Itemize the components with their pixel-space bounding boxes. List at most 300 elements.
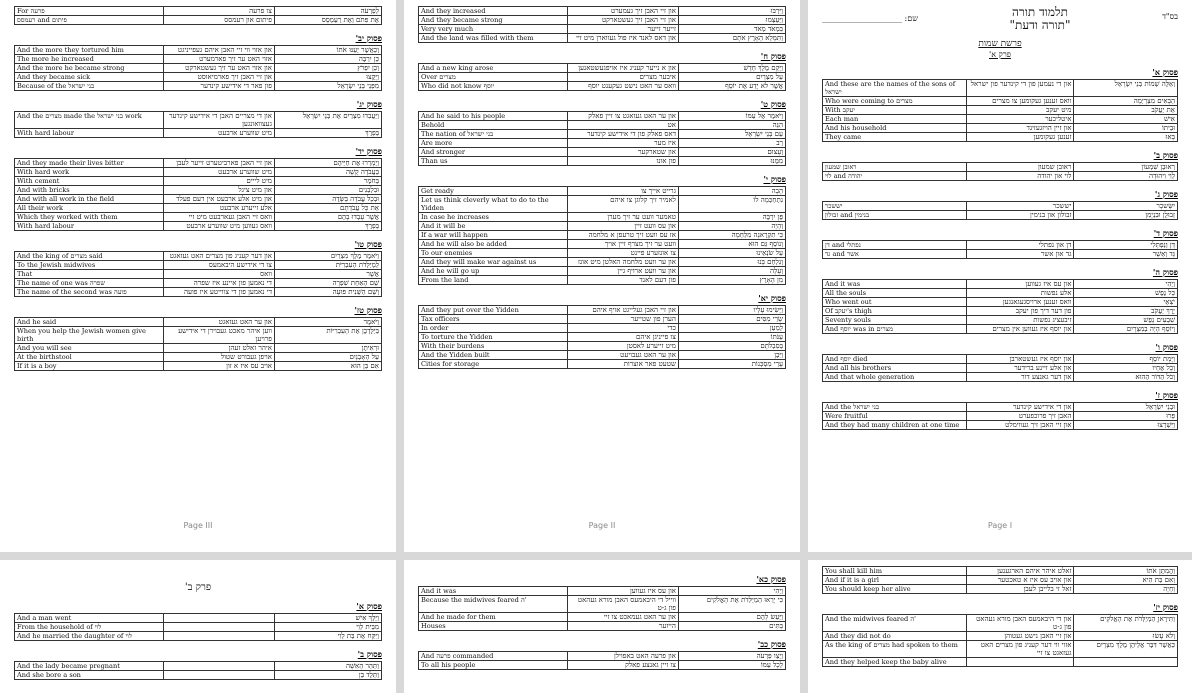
page-1-content bbox=[822, 6, 1178, 430]
english-cell: Which they worked with them bbox=[15, 213, 164, 222]
table-row bbox=[15, 662, 382, 671]
verse-table bbox=[822, 201, 1178, 220]
english-cell: And all his brothers bbox=[823, 364, 967, 373]
hebrew-cell: יֶרֶךְ יַעֲקֹב bbox=[1074, 307, 1178, 316]
yiddish-cell: און זיי האבן זיך פארמיאוסט bbox=[164, 73, 275, 82]
english-cell: And if it is a girl bbox=[823, 576, 967, 585]
yiddish-cell: און אזוי האט ער זיך געשטארקט bbox=[164, 64, 275, 73]
yiddish-cell: זיבעציג נפשות bbox=[967, 316, 1074, 325]
hebrew-cell: וָחָיָה bbox=[1074, 585, 1178, 594]
hebrew-cell: וְכֹל הַדּוֹר הַהוּא bbox=[1074, 373, 1178, 382]
yiddish-cell: פון דער דיך פון יעקב bbox=[967, 307, 1074, 316]
hebrew-cell: בְּיַלֶּדְכֶן אֶת הָעִבְרִיּוֹת bbox=[274, 327, 381, 344]
yiddish-cell: אז עס וועט זיך טרעפן א מלחמה bbox=[568, 231, 679, 240]
yiddish-cell bbox=[164, 623, 275, 632]
yiddish-cell: און די היבאמעס האבן מורא געהאט פון ג-ט bbox=[967, 615, 1074, 632]
yiddish-cell: לאמיר זיך קלוגן צו איהם bbox=[568, 196, 679, 213]
hebrew-cell: וַיַּעַשׂ לָהֶם bbox=[678, 613, 785, 622]
verse-heading: פסוק ה' bbox=[1152, 267, 1178, 277]
table-row bbox=[15, 632, 382, 641]
table-row bbox=[419, 34, 786, 43]
perek-title: פרק ב' bbox=[184, 582, 212, 593]
english-cell: You shall kill him bbox=[823, 567, 967, 576]
hebrew-cell: וַיָּמָת יוֹסֵף bbox=[1074, 355, 1178, 364]
english-cell: Get ready bbox=[419, 187, 568, 196]
yiddish-cell: ווען איהר מאכט געבוירן די אידישע פרויען bbox=[164, 327, 275, 344]
table-row bbox=[823, 250, 1178, 259]
table-row bbox=[419, 315, 786, 324]
yiddish-cell: און זיי האבן זיך געמערט bbox=[568, 7, 679, 16]
table-row bbox=[419, 64, 786, 73]
verse-table bbox=[418, 651, 786, 670]
english-cell: All the souls bbox=[823, 289, 967, 298]
yiddish-cell: ווייל די היבאמעס האבן מורא געהאט פון ג-ט bbox=[568, 596, 679, 613]
table-row bbox=[823, 641, 1178, 658]
page-1 bbox=[808, 0, 1192, 552]
yiddish-cell: דאס פאלק פון די אידישע קינדער bbox=[568, 130, 679, 139]
table-row bbox=[823, 172, 1178, 181]
hebrew-cell: וּבֵיתוֹ bbox=[1074, 124, 1178, 133]
page-1-sections bbox=[822, 67, 1178, 430]
verse-table bbox=[14, 317, 382, 371]
hebrew-cell: עַם בְּנֵי יִשְׂרָאֵל bbox=[678, 130, 785, 139]
english-cell: And the land was filled with them bbox=[419, 34, 568, 43]
table-row bbox=[419, 7, 786, 16]
verse-table bbox=[418, 111, 786, 166]
verse-heading: פסוק טו' bbox=[354, 239, 382, 249]
yiddish-cell: און מיט ציגל bbox=[164, 186, 275, 195]
table-row bbox=[823, 403, 1178, 412]
hebrew-cell: כִּי יָרְאוּ הַמְיַלְּדֹת אֶת הָאֱלֹקִים bbox=[678, 596, 785, 613]
hebrew-cell: אֶת פִּתֹם וְאֶת רַעַמְסֵס bbox=[274, 16, 381, 25]
yiddish-cell: זאל זי בלייבן לעבן bbox=[967, 585, 1074, 594]
english-cell: They came bbox=[823, 133, 967, 142]
english-cell: If a war will happen bbox=[419, 231, 568, 240]
yiddish-cell: און ער וועט ארויף גיין bbox=[568, 267, 679, 276]
verse-heading: פסוק יא' bbox=[758, 293, 786, 303]
hebrew-cell: וּבְכָל עֲבֹדָה בַּשָּׂדֶה bbox=[274, 195, 381, 204]
hebrew-cell: וַיְמָרְרוּ אֶת חַיֵּיהֶם bbox=[274, 159, 381, 168]
hebrew-cell: וַיָּקָם מֶלֶךְ חָדָשׁ bbox=[678, 64, 785, 73]
hebrew-cell: דָּן וְנַפְתָּלִי bbox=[1074, 241, 1178, 250]
yiddish-cell: דן און נפתלי bbox=[967, 241, 1074, 250]
english-cell: Let us think cleverly what to do to the Yidden bbox=[419, 196, 568, 213]
hebrew-cell: וְלֹא עָשׂוּ bbox=[1074, 632, 1178, 641]
english-cell: To torture the Yidden bbox=[419, 333, 568, 342]
hebrew-cell: שָׂרֵי מִסִּים bbox=[678, 315, 785, 324]
hebrew-cell: מִבֵּית לֵוִי bbox=[274, 623, 381, 632]
hebrew-cell: וַיִּשְׁרְצוּ bbox=[1074, 421, 1178, 430]
english-cell: And she bore a son bbox=[15, 671, 164, 680]
hebrew-cell: וְשֵׁם הַשֵּׁנִית פּוּעָה bbox=[274, 288, 381, 297]
english-cell: And the Yidden built bbox=[419, 351, 568, 360]
verse-table bbox=[822, 162, 1178, 181]
english-cell: And they became sick bbox=[15, 73, 164, 82]
table-row bbox=[823, 97, 1178, 106]
page-6-sections bbox=[822, 602, 1178, 667]
hebrew-cell: עַנֹּתוֹ bbox=[678, 333, 785, 342]
table-row bbox=[419, 333, 786, 342]
hebrew-cell: אֲשֶׁר bbox=[274, 270, 381, 279]
table-row bbox=[419, 267, 786, 276]
yiddish-cell: ראובן שמעון bbox=[967, 163, 1074, 172]
school-title-line-2: "תורה ודעת" bbox=[1009, 18, 1071, 32]
page-4-content bbox=[14, 566, 382, 680]
hebrew-cell: וַהֲמִתֶּן אֹתוֹ bbox=[1074, 567, 1178, 576]
hebrew-cell: וַיְהִי bbox=[1074, 280, 1178, 289]
page-4 bbox=[0, 560, 396, 693]
hebrew-cell: נִתְחַכְּמָה לוֹ bbox=[678, 196, 785, 213]
english-cell: The name of the second was פועה bbox=[15, 288, 164, 297]
table-row bbox=[15, 186, 382, 195]
yiddish-cell: און ער האט געבויעט bbox=[568, 351, 679, 360]
table-row bbox=[419, 148, 786, 157]
yiddish-cell: און די אידישע קינדער bbox=[967, 403, 1074, 412]
hebrew-cell: לְפַרְעֹה bbox=[274, 7, 381, 16]
yiddish-cell: און ער וועט מלחמה האלטן מיט אונז bbox=[568, 258, 679, 267]
page-3-sections bbox=[14, 33, 382, 371]
table-row bbox=[823, 567, 1178, 576]
yiddish-cell: און זיי האבן זיך געווימלט bbox=[967, 421, 1074, 430]
verse-heading: פסוק טז' bbox=[354, 305, 382, 315]
yiddish-cell: וואס ער האט נישט געקענט יוסף bbox=[568, 82, 679, 91]
table-row bbox=[15, 362, 382, 371]
table-row bbox=[15, 353, 382, 362]
hebrew-cell: רְאוּבֵן שִׁמְעוֹן bbox=[1074, 163, 1178, 172]
hebrew-cell: וְאִם בַּת הִיא bbox=[1074, 576, 1178, 585]
yiddish-cell bbox=[967, 658, 1074, 667]
table-row bbox=[419, 324, 786, 333]
hebrew-cell: אֲשֶׁר לֹא יָדַע אֶת יוֹסֵף bbox=[678, 82, 785, 91]
english-cell: And the בני ישראל bbox=[823, 403, 967, 412]
table-row bbox=[419, 249, 786, 258]
yiddish-cell: די נאמען פון איינע איז שפרה bbox=[164, 279, 275, 288]
verse-heading: פסוק יב' bbox=[355, 33, 382, 43]
hebrew-cell: וַיָּקֻצוּ bbox=[274, 73, 381, 82]
english-cell: With hard labour bbox=[15, 129, 164, 138]
page-5-sections bbox=[418, 574, 786, 670]
verse-heading: פסוק י' bbox=[763, 174, 786, 184]
english-cell: Seventy souls bbox=[823, 316, 967, 325]
table-row bbox=[823, 632, 1178, 641]
english-cell: And he will also be added bbox=[419, 240, 568, 249]
table-row bbox=[419, 157, 786, 166]
perek-title: פרק א' bbox=[989, 50, 1011, 59]
table-row bbox=[15, 55, 382, 64]
yiddish-cell: און דאס לאנד איז פול געווארן מיט זיי bbox=[568, 34, 679, 43]
table-row bbox=[823, 211, 1178, 220]
english-cell: And יוסף was in מצרים bbox=[823, 325, 967, 334]
yiddish-cell: זבולון און בנימין bbox=[967, 211, 1074, 220]
verse-heading: פסוק כא' bbox=[756, 574, 786, 584]
english-cell: And they made their lives bitter bbox=[15, 159, 164, 168]
yiddish-cell: און ער האט געזאגט צו זיין פאלק bbox=[568, 112, 679, 121]
hebrew-cell: עַל שֹׂנְאֵינוּ bbox=[678, 249, 785, 258]
yiddish-cell: הערן פון שטייער bbox=[568, 315, 679, 324]
hebrew-cell: שִׁבְעִים נָפֶשׁ bbox=[1074, 316, 1178, 325]
table-row bbox=[419, 231, 786, 240]
english-cell: With their burdens bbox=[419, 342, 568, 351]
yiddish-cell: מיט לייים bbox=[164, 177, 275, 186]
table-row bbox=[419, 139, 786, 148]
hebrew-cell: וַיִּרְבּוּ bbox=[678, 7, 785, 16]
yiddish-cell: און אלע זיינע ברידער bbox=[967, 364, 1074, 373]
english-cell: And the midwives feared ה' bbox=[823, 615, 967, 632]
verse-table bbox=[822, 354, 1178, 382]
table-row bbox=[15, 213, 382, 222]
page-2-content bbox=[418, 6, 786, 369]
hebrew-cell: זְבוּלֻן וּבִנְיָמִן bbox=[1074, 211, 1178, 220]
english-cell: לוי and יהודה bbox=[823, 172, 967, 181]
verse-table bbox=[418, 305, 786, 369]
table-row bbox=[419, 661, 786, 670]
table-row bbox=[15, 671, 382, 680]
verse-table bbox=[822, 79, 1178, 142]
hebrew-cell: וּבְנֵי יִשְׂרָאֵל bbox=[1074, 403, 1178, 412]
page-3 bbox=[0, 0, 396, 552]
english-cell: And they put over the Yidden bbox=[419, 306, 568, 315]
hebrew-cell: עָרֵי מִסְכְּנוֹת bbox=[678, 360, 785, 369]
yiddish-cell: וואס זענען ארויסגעגאנגען bbox=[967, 298, 1074, 307]
yiddish-cell: און די מצריים האבן די אידישע קינדער געצוואונגען bbox=[164, 112, 275, 129]
page-1-header bbox=[822, 6, 1178, 32]
verse-table bbox=[14, 158, 382, 231]
hebrew-cell: אֵת יַעֲקֹב bbox=[1074, 106, 1178, 115]
yiddish-cell: און ער האט געזאגט bbox=[164, 318, 275, 327]
english-cell: And they increased bbox=[419, 7, 568, 16]
hebrew-cell: בִּמְאֹד מְאֹד bbox=[678, 25, 785, 34]
hebrew-cell: לְמַעַן bbox=[678, 324, 785, 333]
hebrew-cell: וַיַּעֲבִדוּ מִצְרַיִם אֶת בְּנֵי יִשְׂרָאֵל bbox=[274, 112, 381, 129]
table-row bbox=[15, 270, 382, 279]
table-row bbox=[823, 307, 1178, 316]
page-5-content bbox=[418, 566, 786, 670]
english-cell: And they did not do bbox=[823, 632, 967, 641]
english-cell: Tax officers bbox=[419, 315, 568, 324]
table-row bbox=[15, 288, 382, 297]
table-row bbox=[15, 129, 382, 138]
hebrew-cell: בְּחֹמֶר bbox=[274, 177, 381, 186]
english-cell: And it was bbox=[823, 280, 967, 289]
table-row bbox=[419, 16, 786, 25]
verse-table bbox=[14, 6, 382, 25]
yiddish-cell: שטעט פאר אוצרות bbox=[568, 360, 679, 369]
hebrew-cell: עַל מִצְרָיִם bbox=[678, 73, 785, 82]
yiddish-cell: וואס bbox=[164, 270, 275, 279]
table-row bbox=[419, 196, 786, 213]
english-cell: If it is a boy bbox=[15, 362, 164, 371]
table-row bbox=[15, 46, 382, 55]
english-cell: And he said bbox=[15, 318, 164, 327]
table-row bbox=[823, 325, 1178, 334]
verse-table bbox=[14, 661, 382, 680]
page-2 bbox=[404, 0, 800, 552]
yiddish-cell: פון פאר די אידישע קינדער bbox=[164, 82, 275, 91]
hebrew-cell: וַיְצַו פַּרְעֹה bbox=[678, 652, 785, 661]
yiddish-cell: אזוי ווי דער קעניג פון מצרים האט געזאגט צו זיי bbox=[967, 641, 1074, 658]
yiddish-cell: מיט זייערע לאסטן bbox=[568, 342, 679, 351]
verse-table bbox=[14, 613, 382, 641]
hebrew-cell: לַמְיַלְּדֹת הָעִבְרִיֹּת bbox=[274, 261, 381, 270]
yiddish-cell: אלע נפשות bbox=[967, 289, 1074, 298]
english-cell: And the more he became strong bbox=[15, 64, 164, 73]
hebrew-cell: בְּפָרֶךְ bbox=[274, 129, 381, 138]
yiddish-cell: איטליכער bbox=[967, 115, 1074, 124]
verse-heading: פסוק יד' bbox=[355, 146, 382, 156]
table-row bbox=[15, 623, 382, 632]
english-cell: To the Jewish midwives bbox=[15, 261, 164, 270]
hebrew-cell: וְהָיָה bbox=[678, 222, 785, 231]
table-row bbox=[419, 187, 786, 196]
verse-heading: פסוק ח' bbox=[760, 51, 786, 61]
yiddish-cell: טאמער וועט ער זיך מערן bbox=[568, 213, 679, 222]
yiddish-cell: גד און אשר bbox=[967, 250, 1074, 259]
yiddish-cell: צו פרעה bbox=[164, 7, 275, 16]
table-row bbox=[419, 360, 786, 369]
verse-heading: פסוק יג' bbox=[356, 99, 382, 109]
yiddish-cell: די נאמען פון די צווייטע איז פועה bbox=[164, 288, 275, 297]
hebrew-cell: אֵת כָּל עֲבֹדָתָם bbox=[274, 204, 381, 213]
english-cell: And יוסף died bbox=[823, 355, 967, 364]
yiddish-cell: פיתום און רעמסס bbox=[164, 16, 275, 25]
english-cell: For פרעה bbox=[15, 7, 164, 16]
english-cell: יששכר bbox=[823, 202, 967, 211]
yiddish-cell: זייער זייער bbox=[568, 25, 679, 34]
table-row bbox=[419, 121, 786, 130]
table-row bbox=[823, 364, 1178, 373]
verse-table bbox=[822, 402, 1178, 430]
hebrew-cell: בְּפָרֶךְ bbox=[274, 222, 381, 231]
table-row bbox=[419, 222, 786, 231]
hebrew-cell: וְעָלָה bbox=[678, 267, 785, 276]
table-row bbox=[15, 614, 382, 623]
table-row bbox=[823, 124, 1178, 133]
hebrew-cell: וַיֵּלֶךְ אִישׁ bbox=[274, 614, 381, 623]
hebrew-cell: הָבָה bbox=[678, 187, 785, 196]
english-cell: And he said to his people bbox=[419, 112, 568, 121]
yiddish-cell: און עס וועט זיין bbox=[568, 222, 679, 231]
yiddish-cell: און יוסף איז געשטארבן bbox=[967, 355, 1074, 364]
hebrew-cell: אִם בֵּן הוּא bbox=[274, 362, 381, 371]
verse-heading: פסוק א' bbox=[356, 601, 382, 611]
verse-table bbox=[418, 63, 786, 91]
hebrew-cell: וַיָּשִׂימוּ עָלָיו bbox=[678, 306, 785, 315]
yiddish-cell: אט bbox=[568, 121, 679, 130]
english-cell: Are more bbox=[419, 139, 568, 148]
table-row bbox=[419, 240, 786, 249]
hebrew-cell: פָּרוּ bbox=[1074, 412, 1178, 421]
yiddish-cell: און יוסף איז געווען אין מצרים bbox=[967, 325, 1074, 334]
english-cell: Who went out bbox=[823, 298, 967, 307]
yiddish-cell: און אזוי ווי זיי האבן איהם געפייניגט bbox=[164, 46, 275, 55]
table-row bbox=[15, 279, 382, 288]
yiddish-cell: אלע זייערע ארבעט bbox=[164, 204, 275, 213]
english-cell: Were fruitful bbox=[823, 412, 967, 421]
yiddish-cell: און זיי האבן געלייגט אויף איהם bbox=[568, 306, 679, 315]
yiddish-cell: איבער מצרים bbox=[568, 73, 679, 82]
english-cell: All their work bbox=[15, 204, 164, 213]
table-row bbox=[823, 421, 1178, 430]
english-cell: As the king of מצרים had spoken to them bbox=[823, 641, 967, 658]
table-row bbox=[823, 280, 1178, 289]
table-row bbox=[419, 82, 786, 91]
hebrew-cell: בְּסִבְלֹתָם bbox=[678, 342, 785, 351]
english-cell: With hard labour bbox=[15, 222, 164, 231]
page-2-sections bbox=[418, 51, 786, 369]
page-number: Page I bbox=[987, 521, 1013, 530]
table-row bbox=[419, 351, 786, 360]
name-field-label: שם: ____________________ bbox=[822, 14, 918, 23]
english-cell: And a new king arose bbox=[419, 64, 568, 73]
table-row bbox=[823, 615, 1178, 632]
yiddish-cell: און עס איז געווען bbox=[568, 587, 679, 596]
yiddish-cell bbox=[164, 632, 275, 641]
yiddish-cell: פון דעם לאנד bbox=[568, 276, 679, 285]
english-cell: And his household bbox=[823, 124, 967, 133]
table-row bbox=[823, 298, 1178, 307]
yiddish-cell: איהר זאלט זעהן bbox=[164, 344, 275, 353]
english-cell: And these are the names of the sons of ישראל bbox=[823, 80, 967, 97]
english-cell: Each man bbox=[823, 115, 967, 124]
hebrew-cell: כָּל נֶפֶשׁ bbox=[1074, 289, 1178, 298]
english-cell: And the more they tortured him bbox=[15, 46, 164, 55]
yiddish-cell: וואס זענען געקומען צו מצרים bbox=[967, 97, 1074, 106]
table-row bbox=[823, 163, 1178, 172]
yiddish-cell: און זיי האבן זיך געשטארקט bbox=[568, 16, 679, 25]
hebrew-cell: וְנִלְחַם בָּנוּ bbox=[678, 258, 785, 267]
english-cell: And a man went bbox=[15, 614, 164, 623]
english-cell: In order bbox=[419, 324, 568, 333]
table-row bbox=[823, 202, 1178, 211]
english-cell: And they became strong bbox=[419, 16, 568, 25]
table-row bbox=[823, 289, 1178, 298]
page-6-top-table bbox=[822, 566, 1178, 594]
yiddish-cell: און דער קעניג פון מצרים האט געזאגט bbox=[164, 252, 275, 261]
english-cell: Of יעקב's thigh bbox=[823, 307, 967, 316]
table-row bbox=[823, 585, 1178, 594]
table-row bbox=[419, 258, 786, 267]
english-cell: And it was bbox=[419, 587, 568, 596]
hebrew-cell: וְיוֹסֵף הָיָה בְמִצְרָיִם bbox=[1074, 325, 1178, 334]
hebrew-cell: וַיֹּאמֶר אֶל עַמּוֹ bbox=[678, 112, 785, 121]
hebrew-cell: כַּאֲשֶׁר דִּבֶּר אֲלֵיהֶן מֶלֶךְ מִצְרָיִם bbox=[1074, 641, 1178, 658]
table-row bbox=[419, 596, 786, 613]
table-row bbox=[15, 195, 382, 204]
english-cell: At the birthstool bbox=[15, 353, 164, 362]
verse-heading: פסוק ו' bbox=[1155, 342, 1178, 352]
page-5 bbox=[404, 560, 800, 693]
hebrew-cell: כִּי תִקְרֶאנָה מִלְחָמָה bbox=[678, 231, 785, 240]
table-row bbox=[15, 159, 382, 168]
hebrew-cell: כֵּן יִרְבֶּה bbox=[274, 55, 381, 64]
table-row bbox=[15, 344, 382, 353]
verse-table bbox=[14, 45, 382, 91]
hebrew-cell: בַּעֲבֹדָה קָשָׁה bbox=[274, 168, 381, 177]
english-cell: And he will go up bbox=[419, 267, 568, 276]
yiddish-cell: כדי bbox=[568, 324, 679, 333]
english-cell: רעמסס and פיתום bbox=[15, 16, 164, 25]
table-row bbox=[419, 112, 786, 121]
hebrew-cell: וְאֵלֶּה שְׁמוֹת בְּנֵי יִשְׂרָאֵל bbox=[1074, 80, 1178, 97]
verse-table bbox=[822, 566, 1178, 594]
hebrew-cell: וַתִּירֶאןָ הַמְיַלְּדֹת אֶת הָאֱלֹקִים bbox=[1074, 615, 1178, 632]
hebrew-cell: וַיֹּאמֶר מֶלֶךְ מִצְרַיִם bbox=[274, 252, 381, 261]
table-row bbox=[823, 115, 1178, 124]
table-row bbox=[419, 130, 786, 139]
english-cell: To all his people bbox=[419, 661, 568, 670]
yiddish-cell: אויפן געבורט שטול bbox=[164, 353, 275, 362]
hebrew-cell: רַב bbox=[678, 139, 785, 148]
